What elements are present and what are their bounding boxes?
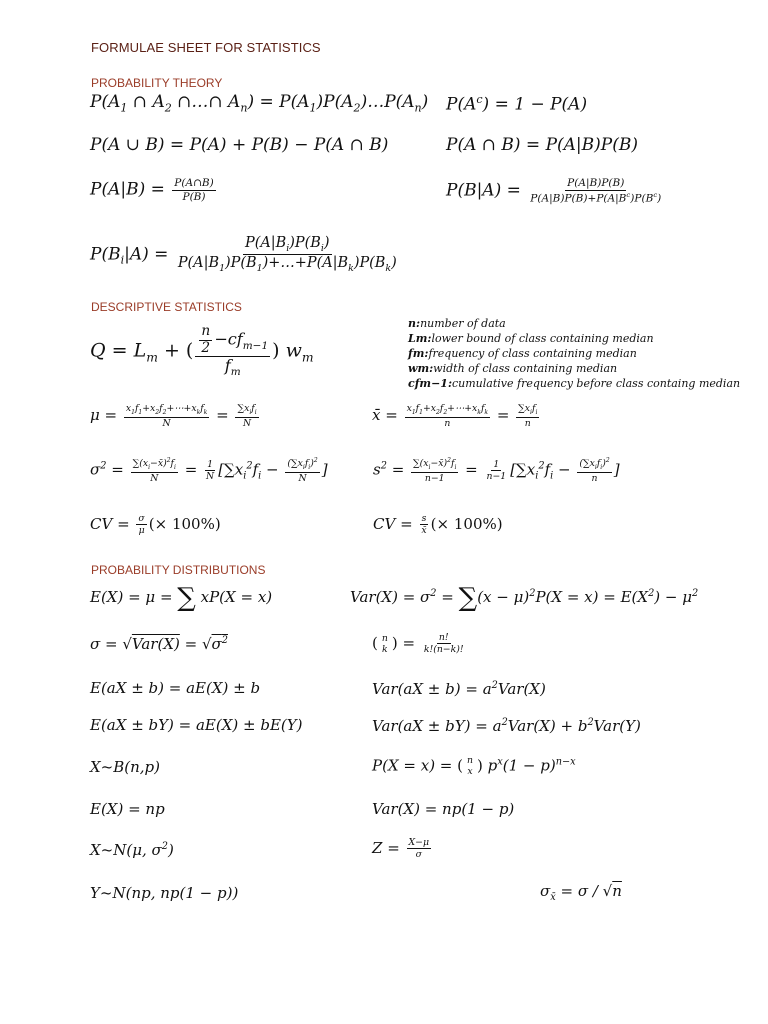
formula-intersection-conditional: P(A ∩ B) = P(A|B)P(B) [446, 135, 638, 155]
formula-complement: $P(A^c) = 1 - P(A)$ [446, 93, 588, 115]
formula-population-mean: μ = $\frac{x_1f_1+x_2f_2+\cdots+x_kf_k}{N}$ = $\frac{\sum x_if_i}{N}$ [90, 403, 257, 429]
formula-linear-expectation: E(aX ± b) = aE(X) ± b [90, 679, 261, 697]
legend-item: cfm−1:cumulative frequency before class containg median [408, 377, 741, 390]
formula-expectation: E(X) = μ = ∑ xP(X = x) [90, 583, 273, 613]
page-title: FORMULAE SHEET FOR STATISTICS [91, 40, 321, 55]
formula-normal-approximation: Y~N(np, np(1 − p)) [90, 884, 239, 902]
formula-bayes-two: P(B|A) = $\frac{P(A|B)P(B)}{P(A|B)P(B)+P(A|B^c)P(B^c)}$ [446, 177, 662, 205]
formula-sample-mean: x̄ = $\frac{x_1f_1+x_2f_2+\cdots+x_kf_k}{n}$ = $\frac{\sum x_if_i}{n}$ [372, 403, 538, 429]
formula-intersection-independent: $P(A_1$ ∩ $A_2$ ∩…∩ $A_n$) = $P(A_1)P(A_2)\dots P(A_n)$ [90, 92, 429, 115]
formula-z-score: Z = $\frac{X-\mu}{\sigma}$ [372, 837, 429, 861]
formula-binomial-mean: E(X) = np [90, 800, 165, 818]
formula-population-variance: $\sigma^2$ = $\frac{\sum(x_i-x̄)^2f_i}{N}$ = $\frac{1}{N}$ [$\sum x_i^2f_i$ − $\frac{(\sum x_if_i)^2}{N}$ ] [90, 457, 328, 484]
formula-cv-population: CV = $\frac{\sigma}{\mu}$ (× 100%) [90, 513, 221, 537]
section-heading-descriptive-statistics: DESCRIPTIVE STATISTICS [91, 300, 242, 314]
formula-binomial-variance: Var(X) = np(1 − p) [372, 800, 515, 818]
section-heading-probability-theory: PROBABILITY THEORY [91, 76, 223, 90]
formula-bayes-general: $P(B_i|A)$ = $\frac{P(A|B_i)P(B_i)}{P(A|B_1)P(B_1)+\dots+P(A|B_k)P(B_k)}$ [90, 235, 397, 275]
formula-linear-variance: $Var(aX \pm b) = a^2Var(X)$ [372, 680, 546, 698]
formula-standard-error: $\sigma_{x̄} = \sigma / √n$ [540, 882, 622, 903]
formula-sample-variance: $s^2$ = $\frac{\sum(x_i-x̄)^2f_i}{n-1}$ = $\frac{1}{n-1}$ [$\sum x_i^2f_i$ − $\frac{(\sum x_if_i)^2}{n}$ ] [373, 457, 620, 484]
formula-sum-expectation: E(aX ± bY) = aE(X) ± bE(Y) [90, 716, 303, 734]
formula-normal-notation: X~N(μ, $\sigma^2$) [90, 841, 174, 859]
formula-union: P(A ∪ B) = P(A) + P(B) − P(A ∩ B) [90, 135, 389, 155]
formula-sum-variance: $Var(aX \pm bY) = a^2Var(X) + b^2Var(Y)$ [372, 717, 641, 735]
formula-variance-discrete: $Var(X) = \sigma^2 = \sum(x - \mu)^2P(X = x) = E(X^2) - \mu^2$ [350, 583, 699, 613]
formula-cv-sample: CV = $\frac{s}{x̄}$ (× 100%) [373, 513, 503, 537]
formula-binomial-pmf: P(X = x) = ( n x ) $p^x(1 - p)^{n-x}$ [372, 755, 576, 778]
section-heading-probability-distributions: PROBABILITY DISTRIBUTIONS [91, 563, 266, 577]
formula-standard-deviation: $\sigma = √Var(X) = √\sigma^2$ [90, 635, 228, 653]
legend-item: wm:width of class containing median [408, 362, 618, 375]
legend-item: Lm:lower bound of class containing median [408, 332, 654, 345]
formula-binomial-notation: X~B(n,p) [90, 758, 161, 776]
legend-item: fm:frequency of class containing median [408, 347, 637, 360]
median-legend [408, 316, 740, 391]
formula-median-grouped: $Q = L_m$ + ( $\frac{n}{2}$ $-cf_{m-1}$ $f_m$ ) $w_m$ [90, 323, 314, 379]
formula-combination: ( n k ) = $\frac{n!}{k!(n-k)!}$ [372, 632, 464, 656]
legend-item: n:number of data [408, 317, 506, 330]
formula-conditional: P(A|B) = $\frac{P(A\cap B)}{P(B)}$ [90, 177, 214, 203]
